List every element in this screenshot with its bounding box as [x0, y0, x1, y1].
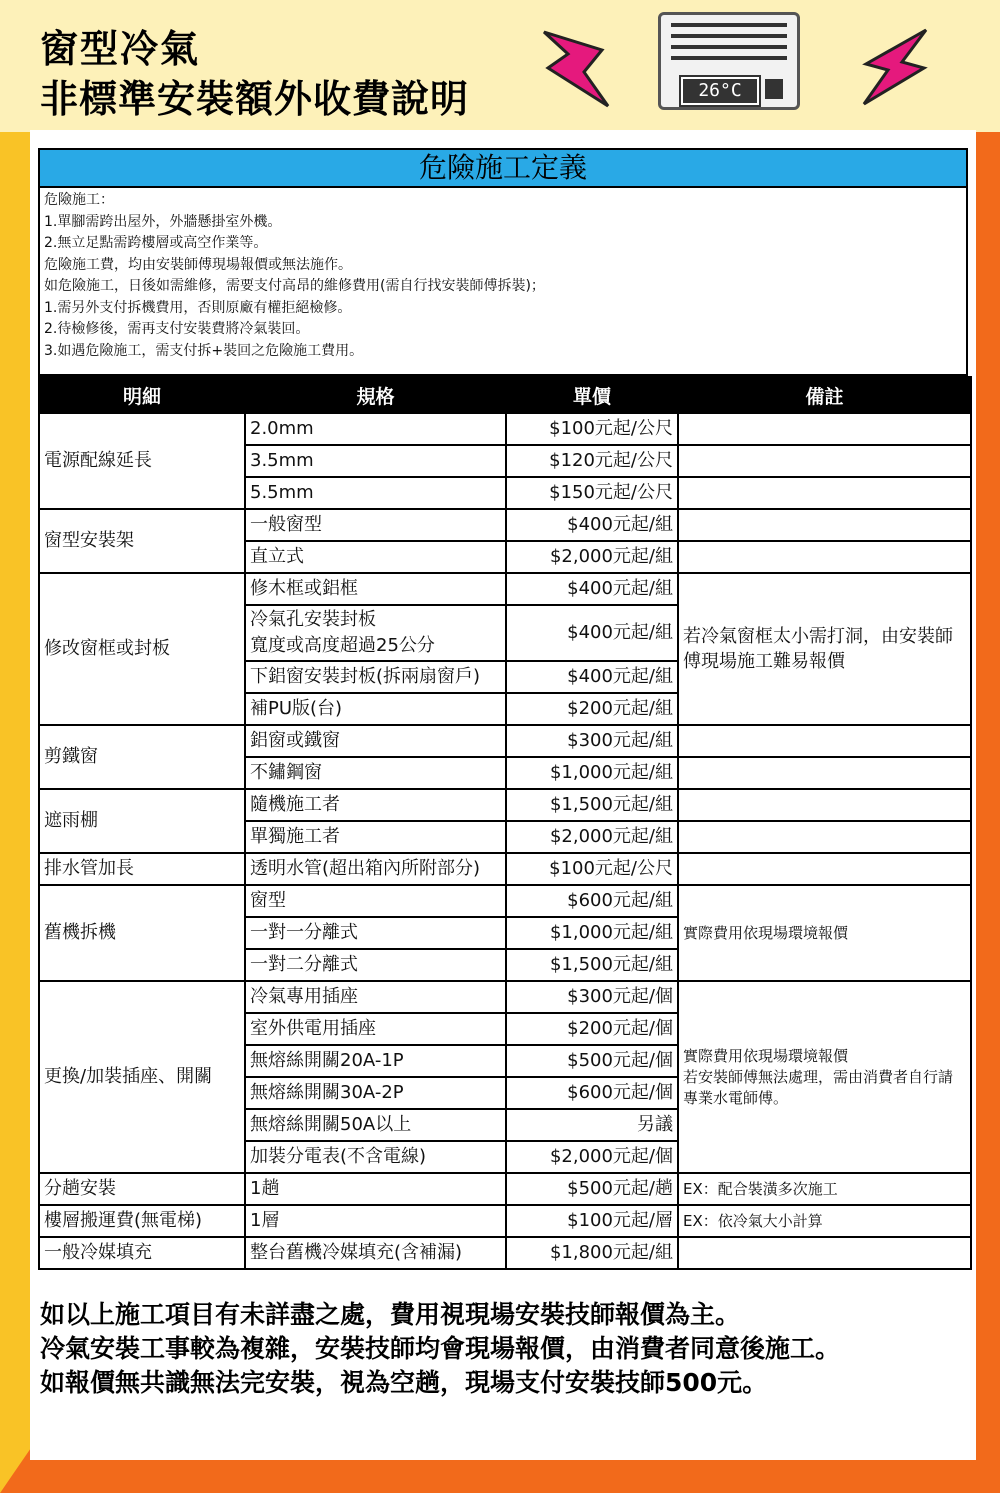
footer-line: 如以上施工項目有未詳盡之處，費用視現場安裝技師報價為主。 — [40, 1300, 741, 1329]
spec-cell: 直立式 — [245, 541, 506, 573]
table-row — [39, 573, 971, 605]
price-cell: $1,500元起/組 — [506, 949, 678, 981]
price-cell: $100元起/公尺 — [506, 413, 678, 445]
item-cell: 窗型安裝架 — [39, 509, 245, 573]
spec-cell: 冷氣專用插座 — [245, 981, 506, 1013]
spec-line: 寬度或高度超過25公分 — [250, 635, 435, 656]
price-cell: $2,000元起/組 — [506, 541, 678, 573]
air-conditioner-icon — [658, 12, 800, 110]
spec-cell: 補PU版(台) — [245, 693, 506, 725]
spec-cell: 加裝分電表(不含電線) — [245, 1141, 506, 1173]
spec-cell: 無熔絲開關20A-1P — [245, 1045, 506, 1077]
table-row — [39, 981, 971, 1013]
item-cell: 修改窗框或封板 — [39, 573, 245, 725]
note-cell: 實際費用依現場環境報價 若安裝師傅無法處理，需由消費者自行請專業水電師傅。 — [678, 981, 971, 1173]
price-cell: $2,000元起/組 — [506, 821, 678, 853]
price-cell: $1,000元起/組 — [506, 757, 678, 789]
price-cell: $500元起/趟 — [506, 1173, 678, 1205]
spec-cell: 整台舊機冷媒填充(含補漏) — [245, 1237, 506, 1269]
danger-line: 危險施工費，均由安裝師傅現場報價或無法施作。 — [44, 256, 352, 273]
price-cell: $400元起/組 — [506, 605, 678, 661]
ac-temperature-display: 26°C — [681, 77, 759, 105]
spec-cell: 一對二分離式 — [245, 949, 506, 981]
danger-line: 1.單腳需跨出屋外，外牆懸掛室外機。 — [44, 213, 282, 230]
spec-cell: 5.5mm — [245, 477, 506, 509]
footer-notes — [40, 1298, 970, 1400]
note-cell — [678, 821, 971, 853]
price-cell: $400元起/組 — [506, 573, 678, 605]
price-cell: $200元起/個 — [506, 1013, 678, 1045]
table-row — [39, 1237, 971, 1269]
price-cell: $1,500元起/組 — [506, 789, 678, 821]
spec-cell: 透明水管(超出箱內所附部分) — [245, 853, 506, 885]
price-cell: $150元起/公尺 — [506, 477, 678, 509]
spec-cell: 一般窗型 — [245, 509, 506, 541]
spec-line: 冷氣孔安裝封板 — [250, 609, 376, 630]
danger-line: 2.待檢修後，需再支付安裝費將冷氣裝回。 — [44, 321, 310, 337]
note-cell — [678, 789, 971, 821]
price-cell: $600元起/個 — [506, 1077, 678, 1109]
footer-line: 如報價無共識無法完安裝，視為空趟，現場支付安裝技師500元。 — [40, 1368, 768, 1397]
table-row — [39, 1205, 971, 1237]
price-cell: $300元起/組 — [506, 725, 678, 757]
spec-cell: 修木框或鋁框 — [245, 573, 506, 605]
spec-cell: 3.5mm — [245, 445, 506, 477]
danger-line: 3.如遇危險施工，需支付拆+裝回之危險施工費用。 — [44, 342, 364, 359]
table-row — [39, 885, 971, 917]
note-cell: EX：依冷氣大小計算 — [678, 1205, 971, 1237]
spec-cell: 1趟 — [245, 1173, 506, 1205]
price-cell: $300元起/個 — [506, 981, 678, 1013]
spec-cell: 室外供電用插座 — [245, 1013, 506, 1045]
table-row — [39, 725, 971, 757]
column-header-price: 單價 — [506, 377, 678, 413]
note-cell: 實際費用依現場環境報價 — [678, 885, 971, 981]
price-cell: $500元起/個 — [506, 1045, 678, 1077]
price-cell: $400元起/組 — [506, 509, 678, 541]
item-cell: 一般冷媒填充 — [39, 1237, 245, 1269]
spec-cell: 無熔絲開關30A-2P — [245, 1077, 506, 1109]
item-cell: 剪鐵窗 — [39, 725, 245, 789]
note-cell — [678, 509, 971, 541]
table-header-row — [39, 377, 971, 413]
page-title-line2: 非標準安裝額外收費說明 — [40, 77, 470, 121]
column-header-spec: 規格 — [245, 377, 506, 413]
note-cell — [678, 1237, 971, 1269]
spec-cell — [245, 605, 506, 661]
item-cell: 排水管加長 — [39, 853, 245, 885]
lightning-bolt-icon — [540, 28, 612, 110]
page-title-line1: 窗型冷氣 — [40, 27, 201, 71]
spec-cell: 無熔絲開關50A以上 — [245, 1109, 506, 1141]
spec-cell: 1層 — [245, 1205, 506, 1237]
spec-cell: 下鋁窗安裝封板(拆兩扇窗戶) — [245, 661, 506, 693]
spec-cell: 一對一分離式 — [245, 917, 506, 949]
item-cell: 遮雨棚 — [39, 789, 245, 853]
danger-heading: 危險施工定義 — [40, 150, 966, 188]
price-cell: $1,000元起/組 — [506, 917, 678, 949]
spec-cell: 2.0mm — [245, 413, 506, 445]
danger-line: 2.無立足點需跨樓層或高空作業等。 — [44, 235, 268, 251]
price-cell: $600元起/組 — [506, 885, 678, 917]
note-cell — [678, 445, 971, 477]
price-cell: $200元起/組 — [506, 693, 678, 725]
spec-cell: 鋁窗或鐵窗 — [245, 725, 506, 757]
fee-table — [38, 376, 972, 1270]
item-cell: 電源配線延長 — [39, 413, 245, 509]
spec-cell: 隨機施工者 — [245, 789, 506, 821]
item-cell: 更換/加裝插座、開關 — [39, 981, 245, 1173]
danger-section — [38, 148, 968, 376]
danger-line: 如危險施工，日後如需維修，需要支付高昂的維修費用(需自行找安裝師傅拆裝)； — [44, 278, 545, 294]
price-cell: $1,800元起/組 — [506, 1237, 678, 1269]
footer-line: 冷氣安裝工事較為複雜，安裝技師均會現場報價，由消費者同意後施工。 — [40, 1334, 841, 1363]
table-row — [39, 413, 971, 445]
table-row — [39, 1173, 971, 1205]
table-row — [39, 789, 971, 821]
note-cell — [678, 757, 971, 789]
table-row — [39, 853, 971, 885]
price-cell: $100元起/公尺 — [506, 853, 678, 885]
item-cell: 樓層搬運費(無電梯) — [39, 1205, 245, 1237]
note-cell: EX：配合裝潢多次施工 — [678, 1173, 971, 1205]
price-cell: 另議 — [506, 1109, 678, 1141]
spec-cell: 窗型 — [245, 885, 506, 917]
spec-cell: 不鏽鋼窗 — [245, 757, 506, 789]
spec-cell: 單獨施工者 — [245, 821, 506, 853]
item-cell: 舊機拆機 — [39, 885, 245, 981]
note-cell — [678, 725, 971, 757]
note-cell — [678, 541, 971, 573]
ac-knob — [765, 79, 783, 99]
price-cell: $100元起/層 — [506, 1205, 678, 1237]
note-cell — [678, 853, 971, 885]
price-cell: $120元起/公尺 — [506, 445, 678, 477]
table-row — [39, 509, 971, 541]
price-cell: $2,000元起/個 — [506, 1141, 678, 1173]
column-header-item: 明細 — [39, 377, 245, 413]
note-cell: 若冷氣窗框太小需打洞，由安裝師傅現場施工難易報價 — [678, 573, 971, 725]
lightning-bolt-icon — [858, 26, 930, 108]
item-cell: 分趟安裝 — [39, 1173, 245, 1205]
content-panel — [30, 130, 976, 1460]
note-cell — [678, 477, 971, 509]
danger-line: 1.需另外支付拆機費用，否則原廠有權拒絕檢修。 — [44, 299, 352, 316]
danger-line: 危險施工： — [44, 192, 114, 208]
column-header-note: 備註 — [678, 377, 971, 413]
price-cell: $400元起/組 — [506, 661, 678, 693]
note-cell — [678, 413, 971, 445]
danger-lines — [40, 188, 966, 364]
